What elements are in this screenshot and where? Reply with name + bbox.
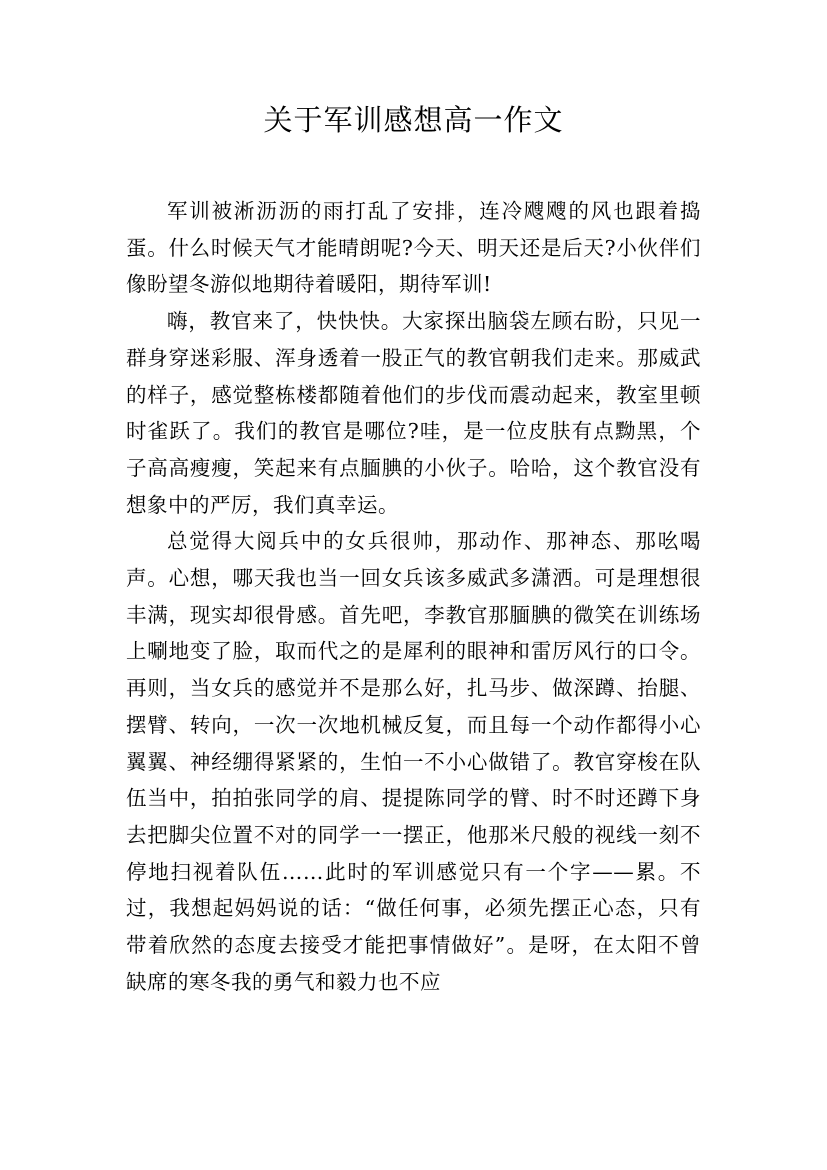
document-body [126, 193, 701, 1000]
document-title: 关于军训感想高一作文 [263, 103, 564, 137]
paragraph-3: 总觉得大阅兵中的女兵很帅，那动作、那神态、那吆喝声。心想，哪天我也当一回女兵该多威武多潇洒。可是理想很丰满，现实却很骨感。首先吧，李教官那腼腆的微笑在训练场上唰地变了脸，取而代之的是犀利的眼神和雷厉风行的口令。再则，当女兵的感觉并不是那么好，扎马步、做深蹲、抬腿、摆臂、转向，一次一次地机械反复，而且每一个动作都得小心翼翼、神经绷得紧紧的，生怕一不小心做错了。教官穿梭在队伍当中，拍拍张同学的肩、提提陈同学的臂、时不时还蹲下身去把脚尖位置不对的同学一一摆正，他那米尺般的视线一刻不停地扫视着队伍……此时的军训感觉只有一个字——累。不过，我想起妈妈说的话：“做任何事，必须先摆正心态，只有带着欣然的态度去接受才能把事情做好”。是呀，在太阳不曾缺席的寒冬我的勇气和毅力也不应 [126, 529, 701, 994]
paragraph-1: 军训被淅沥沥的雨打乱了安排，连冷飕飕的风也跟着捣蛋。什么时候天气才能晴朗呢?今天、明天还是后天?小伙伴们像盼望冬游似地期待着暖阳，期待军训! [126, 199, 701, 297]
paragraph-2: 嗨，教官来了，快快快。大家探出脑袋左顾右盼，只见一群身穿迷彩服、浑身透着一股正气的教官朝我们走来。那威武的样子，感觉整栋楼都随着他们的步伐而震动起来，教室里顿时雀跃了。我们的教官是哪位?哇，是一位皮肤有点黝黑，个子高高瘦瘦，笑起来有点腼腆的小伙子。哈哈，这个教官没有想象中的严厉，我们真幸运。 [126, 309, 701, 517]
